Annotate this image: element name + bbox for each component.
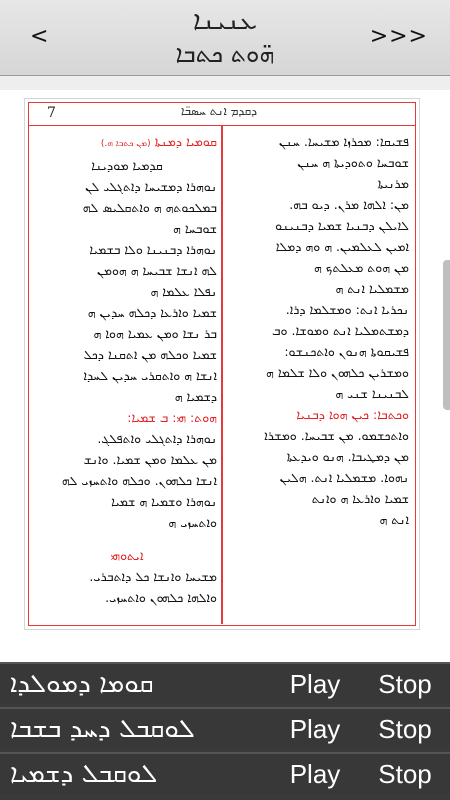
- stop-button[interactable]: Stop: [378, 714, 432, 744]
- text-line-highlight: ܘܟܬܒܐ: ܟܝܢ ܗܘܐ ܕܒܢܝܐ: [296, 407, 409, 422]
- next-page-button[interactable]: >>>: [369, 24, 428, 49]
- text-line: ܡܫܡܠܝܐ ܐܢܬ ܗ: [335, 281, 409, 296]
- book-page[interactable]: [24, 98, 420, 630]
- play-button[interactable]: Play: [289, 759, 341, 789]
- text-line: ܠܒܢܝܢܐ ܫܢܝ ܗ: [335, 386, 409, 401]
- play-button[interactable]: Play: [289, 714, 341, 744]
- text-line: ܐܢܫܐ ܗ ܘܐܬܩܪܝ ܚܕܝܢ ܠܚܕܐ: [83, 368, 217, 383]
- text-line: ܘܡܫܪܝܢ ܟܠܗܘܢ ܘܠܐ ܫܠܡܐ ܗ: [266, 365, 409, 380]
- text-line: ܡܢ ܕܡܛܝܒܐ. ܗܢܘ ܘܝܕܥܬܐ: [286, 449, 409, 464]
- text-line: ܢܘܗܪܐ ܕܒܢܝܢܐ ܘܠܐ ܒܫܡܝܐ: [89, 242, 217, 257]
- text-line: ܒܪ ܢܫܐ ܘܡܢ ܥܡܝܐ ܗܘܐ ܗ: [93, 326, 217, 341]
- audio-row: [0, 662, 450, 704]
- text-line: ܕܡܫܬܡܠܝܐ ܐܢܬ ܘܡܘܫܐ. ܘܒ: [272, 323, 409, 338]
- text-line: ܢܘܗܪܐ ܕܐܬܓܠܝ ܘܐܬܦܠܓ.: [97, 431, 217, 446]
- text-line: ܫܡܝܐ ܘܐܪܥܐ ܕܟܠܗ ܚܕܝܢ ܗ: [87, 305, 217, 320]
- text-line: ܠܐܝܠܢ ܕܒܢܝܐ ܫܡܝܐ ܕܒܢܝܢܘ: [275, 218, 409, 233]
- text-line: ܫܡܝܐ ܘܟܠܗ ܡܢ ܐܬܩܢܐ ܕܟܠ: [83, 347, 217, 362]
- text-line: ܢܟܪܝܐ ܐܢܬ: ܘܡܫܠܡܐ ܕܪܐ.: [285, 302, 409, 317]
- closing-heading: ܐܝܬܘܗܝ: [110, 548, 144, 563]
- text-line: ܡܢ ܗܘܬ ܡܥܠܬܟ ܗ: [314, 260, 409, 275]
- page-number: 7: [47, 105, 56, 121]
- audio-track-label: ܩܘܡܐ ܕܡܘܠܕܐ: [10, 669, 154, 699]
- text-line: ܫܘܒܚܐ ܘܬܘܕܝܬܐ ܗ ܚܢܢ: [297, 155, 409, 170]
- text-line: ܐܡܝܢ ܠܥܠܡܝܢ. ܗ ܘܗ ܕܡܠܐ: [275, 239, 409, 254]
- text-line: ܐܢܬ ܗ: [379, 512, 409, 527]
- section-heading-note: (ܡܢ ܟܬܒܐ ܗ.): [100, 139, 151, 149]
- text-line: ܫܘܒܚܐ ܗ: [173, 221, 217, 236]
- text-line: ܒܡܠܟܘܬܗ ܗ ܘܐܬܩܠܝܣ ܠܗ: [82, 200, 217, 215]
- stop-button[interactable]: Stop: [378, 669, 432, 699]
- page-border: [28, 102, 416, 626]
- page-header: [29, 103, 415, 126]
- play-button[interactable]: Play: [289, 669, 341, 699]
- subheading-highlight: ܗܘܬ: ܗܝ: ܒ ܫܡܝܐ:: [127, 410, 217, 425]
- text-line: ܫܡܝܐ ܘܐܪܥܐ ܗ ܘܐܢܬ: [311, 491, 409, 506]
- audio-controls-panel: [0, 662, 450, 800]
- section-heading: [37, 131, 217, 155]
- text-line: ܢܘܗܪܐ ܕܡܫܝܚܐ ܕܐܬܓܠܝ ܠܢ: [85, 179, 217, 194]
- audio-track-label: ܠܘܩܒܠ ܕܫܡܝܐ: [10, 759, 158, 789]
- text-line: ܘܐܬܟܫܡܘ. ܡܢ ܫܒܝܚܐ. ܘܡܫܪܐ: [264, 428, 409, 443]
- text-line: ܢܗܘܐ. ܡܫܡܠܝܐ ܐܢܬ. ܗܠܝܢ: [279, 470, 409, 485]
- text-line: ܠܗ ܐܢܫܐ ܫܒܝܚܐ ܗ ܗܘܡܢ: [97, 263, 217, 278]
- text-line: ܡܪܢܝܬܐ: [377, 176, 409, 191]
- side-drawer-handle[interactable]: [443, 260, 450, 410]
- text-line: ܢܦܠܐ ܥܠܡܐ ܗ: [150, 284, 217, 299]
- book-title: ܥܢܝܢܐ: [192, 6, 258, 36]
- text-line: ܢܘܗܪܐ ܘܫܡܝܐ ܗ ܫܡܝܐ: [111, 494, 217, 509]
- audio-row: [0, 707, 450, 749]
- stop-button[interactable]: Stop: [378, 759, 432, 789]
- text-line: ܘܐܠܗܐ ܟܠܗܘܢ ܘܐܬܚܙܝ.: [105, 590, 217, 605]
- spacer: [37, 533, 217, 545]
- text-line: ܐܢܫܐ ܟܠܗܘܢ. ܘܟܠܗ ܘܐܬܚܙܝ ܠܗ: [61, 473, 217, 488]
- audio-track-label: ܠܘܩܒܠ ܕܚܕ ܒܫܒܐ: [10, 714, 195, 744]
- text-line: ܕܫܡܝܐ ܗ: [174, 389, 217, 404]
- running-title: ܕܩܕܡ ܐܢܬ ܚܣܒ̈ܐ: [180, 104, 258, 118]
- audio-row: [0, 752, 450, 794]
- text-line: ܡܢ ܥܠܡܐ ܘܡܢ ܫܡܝܐ. ܘܐܢܫ: [83, 452, 217, 467]
- subheading: ܩܕܡܝܐ ܡܘܕܝܢܐ: [91, 158, 163, 173]
- section-heading-text: ܩܘܡܝܐ ܕܡܢܬܐ: [154, 134, 217, 149]
- right-column-text: [227, 131, 409, 621]
- previous-page-button[interactable]: <: [30, 24, 49, 49]
- text-line: ܡܢ: ܐܠܗܐ ܡܪܢ. ܕܝܘ ܒܗ.: [289, 197, 409, 212]
- top-toolbar: [0, 0, 450, 77]
- text-line: ܘܐܬܚܙܝ ܗ: [168, 515, 217, 530]
- column-divider: [221, 126, 223, 624]
- text-line: ܦܫܝܩܐ: ܡܟܪܙܐ ܡܫܝܚܐ. ܚܢܢ: [278, 134, 409, 149]
- left-column-text: [37, 131, 217, 621]
- header-shadow-band: [0, 76, 450, 90]
- text-line: ܡܫܝܚܐ ܘܐܢܫܐ ܟܠ ܕܐܬܒܪܝ.: [89, 569, 217, 584]
- section-title: ܗ̈ܘܬ ܟܬܒܐ: [175, 40, 275, 68]
- text-line: ܦܫܝܩܘܬܐ ܗܢܘܢ ܘܐܬܟܢܫܘ:: [284, 344, 409, 359]
